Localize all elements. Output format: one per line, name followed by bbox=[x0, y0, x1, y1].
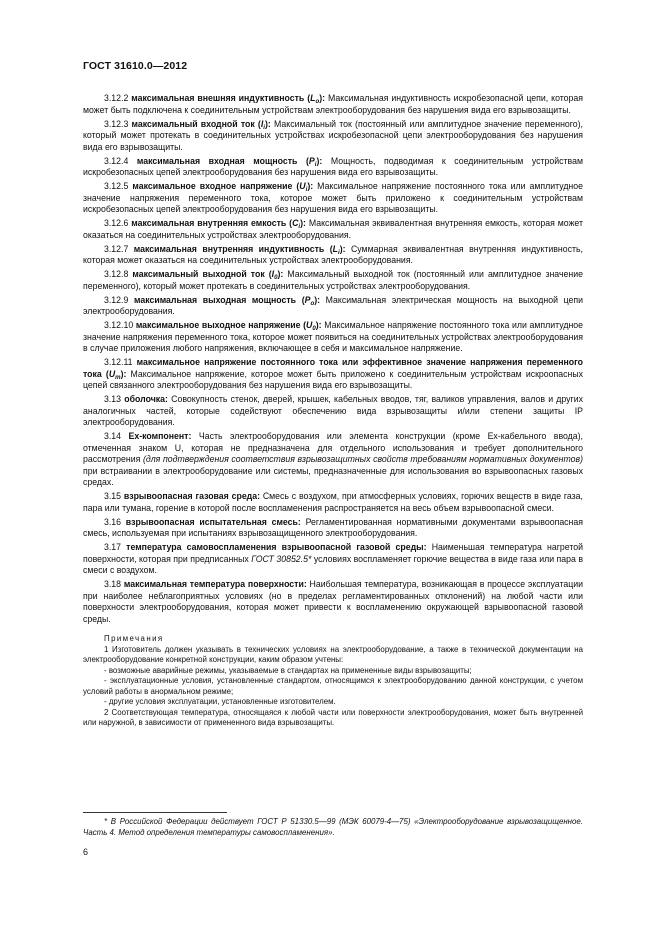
symbol-subscript: i bbox=[298, 223, 301, 230]
definition-text: Мощность, подводимая к соединительным устройствам искробезопасных цепей электрооборудования без нарушения вида его взрывозащиты. bbox=[83, 155, 583, 177]
term bbox=[132, 119, 271, 129]
term bbox=[131, 218, 306, 228]
definition-entry bbox=[83, 357, 583, 392]
definition-italic: ГОСТ 30852.5* bbox=[251, 553, 312, 564]
term-text: максимальная внешняя индуктивность ( bbox=[131, 93, 311, 103]
symbol-subscript: o bbox=[315, 98, 320, 105]
term-symbol bbox=[333, 244, 340, 254]
clause-number: 3.12.3 bbox=[104, 118, 129, 129]
definition-text: Наибольшая температура, возникающая в процессе эксплуатации при наиболее неблагоприятных условиях (но в пределах регламентированных отклонений) на любой части или поверхности электрооборудования, которая может привести к воспламенению окружающей взрывоопасной газовой среды. bbox=[83, 579, 584, 624]
term bbox=[134, 244, 346, 254]
clause-number: 3.14 bbox=[104, 431, 122, 441]
symbol-letter: U bbox=[299, 181, 306, 191]
term-close: ): bbox=[316, 155, 323, 166]
term-text: температура самовоспламенения взрывоопасной газовой среды: bbox=[126, 542, 427, 552]
term-close: ): bbox=[315, 320, 322, 330]
term-close: ): bbox=[307, 181, 314, 191]
notes-section bbox=[83, 634, 583, 729]
term-text: Ex-компонент: bbox=[128, 431, 192, 441]
definition-entry bbox=[83, 119, 583, 154]
footnote-text: * В Российской Федерации действует ГОСТ Р 51330.5—99 (МЭК 60079-4—75) «Электрооборудование взрывозащищенное. Часть 4. Метод определения температуры самовоспламенения». bbox=[83, 817, 583, 837]
definition-text: Суммарная эквивалентная внутренняя индуктивность, которая может оказаться на соединительных устройствах электрооборудования. bbox=[83, 243, 583, 265]
term-text: оболочка: bbox=[124, 394, 168, 404]
definition-entry bbox=[83, 295, 583, 318]
clause-number: 3.12.9 bbox=[104, 294, 129, 305]
definition-text: Максимальный ток (постоянный или амплитудное значение переменного), который может протекать в соединительных устройствах искробезопасной цепи электрооборудования без нарушения вида его взрывозащиты. bbox=[83, 118, 583, 152]
term-text: взрывоопасная газовая среда: bbox=[123, 491, 261, 501]
clause-number: 3.18 bbox=[104, 579, 122, 589]
definition-entry bbox=[83, 394, 583, 429]
term bbox=[137, 156, 322, 166]
definition-entry bbox=[83, 517, 583, 540]
symbol-subscript: i bbox=[314, 160, 317, 168]
definition-text: Максимальная индуктивность искробезопасной цепи, которая может быть подключена к соединительным устройствам электрооборудования без нарушения вида его взрывозащиты. bbox=[83, 93, 583, 115]
term-text: максимальная входная мощность ( bbox=[136, 155, 309, 166]
note-item: - возможные аварийные режимы, указываемые в стандартах на примененные виды взрывозащиты; bbox=[104, 665, 472, 675]
definition-text: Совокупность стенок, дверей, крышек, кабельных вводов, тяг, валиков управления, валов и других аналогичных частей, которые содействуют обеспечению вида взрывозащиты и/или степени защиты IP электрооборудования. bbox=[83, 394, 583, 427]
clause-number: 3.12.5 bbox=[104, 181, 129, 191]
symbol-letter: I bbox=[260, 118, 264, 129]
term-text: максимальное выходное напряжение ( bbox=[135, 320, 307, 330]
definition-text: Смесь с воздухом, при атмосферных условиях, горючих веществ в виде газа, пара или тумана, горение в которой после воспламенения распространяется на весь объем взрывоопасной смеси. bbox=[83, 491, 583, 513]
symbol-subscript: i bbox=[263, 123, 265, 131]
term-close: ): bbox=[277, 269, 284, 279]
definition-text-continued: при встраивании в электрооборудование или системы, предназначенные для использования во взрывоопасных газовых средах. bbox=[83, 465, 583, 487]
term bbox=[132, 181, 313, 191]
symbol-letter: P bbox=[304, 294, 311, 305]
symbol-subscript: 0 bbox=[274, 274, 278, 281]
term bbox=[124, 394, 168, 404]
term bbox=[131, 93, 325, 103]
note-item: - другие условия эксплуатации, установленные изготовителем. bbox=[104, 697, 336, 706]
term bbox=[126, 517, 301, 527]
term-text: максимальное напряжение постоянного тока или эффективное значение напряжения переменного тока ( bbox=[83, 357, 583, 379]
clause-number: 3.12.11 bbox=[104, 357, 133, 367]
definition-text: Часть электрооборудования или элемента конструкции (кроме Ex-кабельного ввода), отмеченная знаком U, которая не предназначена для отдельного использования и требует дополнительного рассмотрения bbox=[83, 431, 583, 464]
term bbox=[126, 542, 426, 552]
footnote bbox=[83, 817, 583, 838]
notes-list bbox=[83, 645, 583, 729]
definition-entry bbox=[83, 431, 583, 489]
term-symbol bbox=[310, 93, 319, 103]
term bbox=[136, 320, 322, 330]
symbol-subscript: i bbox=[338, 248, 340, 256]
term bbox=[124, 491, 260, 501]
document-body bbox=[83, 93, 583, 729]
symbol-letter: U bbox=[306, 320, 313, 330]
definition-entry bbox=[83, 491, 583, 514]
symbol-letter: U bbox=[108, 368, 116, 379]
term-text: максимальная температура поверхности: bbox=[123, 579, 307, 589]
clause-number: 3.15 bbox=[104, 491, 122, 501]
term-close: ): bbox=[120, 368, 127, 379]
notes-title: Примечания bbox=[104, 634, 164, 643]
clause-number: 3.16 bbox=[104, 516, 122, 527]
symbol-subscript: i bbox=[305, 186, 308, 193]
term-symbol bbox=[109, 369, 121, 379]
term-close: ): bbox=[300, 218, 306, 228]
term-text: максимальная внутренняя индуктивность ( bbox=[133, 243, 333, 254]
clause-number: 3.12.6 bbox=[104, 218, 129, 228]
term-text: максимальная внутренняя емкость ( bbox=[131, 218, 293, 228]
definition-entry bbox=[83, 156, 583, 179]
clause-number: 3.12.7 bbox=[104, 243, 129, 254]
definition-entry bbox=[83, 269, 583, 292]
clause-number: 3.12.2 bbox=[104, 93, 129, 103]
term bbox=[134, 295, 320, 305]
definition-text-continued: условиях воспламеняет горючие вещества в виде газа или пара в смеси с воздухом. bbox=[83, 553, 583, 575]
definition-text: Максимальное напряжение постоянного тока или амплитудное значение напряжения переменного тока, которое может быть приложено к соединительным устройствам искробезопасных цепей электрооборудования без нарушения вида его взрывозащиты. bbox=[83, 181, 583, 214]
symbol-letter: P bbox=[308, 155, 315, 166]
term-close: ): bbox=[264, 118, 271, 129]
clause-number: 3.12.10 bbox=[104, 320, 134, 330]
symbol-subscript: 0 bbox=[312, 325, 316, 332]
definition-text: Наименьшая температура нагретой поверхности, которая при предписанных bbox=[83, 542, 583, 564]
page-number: 6 bbox=[83, 847, 89, 857]
definition-italic: (для подтверждения соответствия взрывозащитных свойств требованиям нормативных документов) bbox=[142, 454, 584, 464]
footnote-divider bbox=[83, 812, 227, 813]
clause-number: 3.12.4 bbox=[104, 155, 129, 166]
note-item: 2 Соответствующая температура, относящаяся к любой части или поверхности электрооборудования, может быть внутренней или наружной, в зависимости от примененного вида взрывозащиты. bbox=[83, 707, 583, 727]
clause-number: 3.17 bbox=[104, 542, 122, 552]
term bbox=[129, 431, 192, 441]
term-symbol bbox=[292, 218, 300, 228]
definition-text: Максимальное напряжение постоянного тока или амплитудное значение напряжения переменного тока, которое может появиться на соединительных устройствах электрооборудования в случае приложения любого напряжения, включающее в себя и максимальное напряжение. bbox=[83, 320, 584, 353]
term bbox=[124, 579, 307, 589]
symbol-subscript: o bbox=[310, 299, 315, 307]
standard-header: ГОСТ 31610.0—2012 bbox=[83, 60, 188, 72]
definition-entry bbox=[83, 218, 583, 241]
definition-entry bbox=[83, 542, 583, 577]
note-item: - эксплуатационные условия, установленные стандартом, относящимся к электрооборудованию данной конструкции, с учетом условий работы в анормальном режиме; bbox=[83, 676, 583, 696]
note-item: 1 Изготовитель должен указывать в технических условиях на электрооборудование, а также в технической документации на электрооборудование конкретной конструкции, каким образом учтены: bbox=[83, 644, 583, 664]
definitions-list bbox=[83, 93, 583, 625]
definition-entry bbox=[83, 181, 583, 216]
term-symbol bbox=[305, 295, 315, 305]
symbol-letter: L bbox=[332, 243, 339, 254]
term bbox=[132, 269, 283, 279]
symbol-letter: C bbox=[292, 218, 299, 228]
definition-entry bbox=[83, 93, 583, 116]
symbol-subscript: m bbox=[115, 373, 121, 381]
term-close: ): bbox=[319, 93, 326, 103]
definition-entry bbox=[83, 320, 583, 355]
term-close: ): bbox=[314, 294, 321, 305]
term-text: максимальное входное напряжение ( bbox=[132, 181, 300, 191]
term-close: ): bbox=[339, 243, 346, 254]
term-text: максимальный выходной ток ( bbox=[132, 269, 272, 279]
definition-entry bbox=[83, 244, 583, 267]
definition-text: Максимальная электрическая мощность на выходной цепи электрооборудования. bbox=[83, 294, 583, 316]
definition-text: Регламентированная нормативными документами взрывоопасная смесь, используемая при испытаниях взрывозащищенного электрооборудования. bbox=[83, 516, 583, 538]
clause-number: 3.12.8 bbox=[104, 269, 129, 279]
definition-text: Максимальный выходной ток (постоянный или амплитудное значение переменного), который может протекать в соединительных устройствах электрооборудования. bbox=[83, 269, 583, 291]
term-text: максимальная выходная мощность ( bbox=[133, 294, 305, 305]
term-symbol bbox=[306, 320, 316, 330]
definition-entry bbox=[83, 579, 583, 625]
definition-text: Максимальная эквивалентная внутренняя емкость, которая может оказаться на соединительных устройствах электрооборудования. bbox=[83, 218, 583, 240]
symbol-letter: L bbox=[310, 93, 316, 103]
term-text: максимальный входной ток ( bbox=[131, 118, 261, 129]
clause-number: 3.13 bbox=[104, 394, 122, 404]
term-text: взрывоопасная испытательная смесь: bbox=[125, 516, 301, 527]
definition-text: Максимальное напряжение, которое может быть приложено к соединительным устройствам искроопасных цепей связанного электрооборудования без нарушения вида его взрывозащиты. bbox=[83, 368, 583, 390]
symbol-letter: I bbox=[271, 269, 275, 279]
